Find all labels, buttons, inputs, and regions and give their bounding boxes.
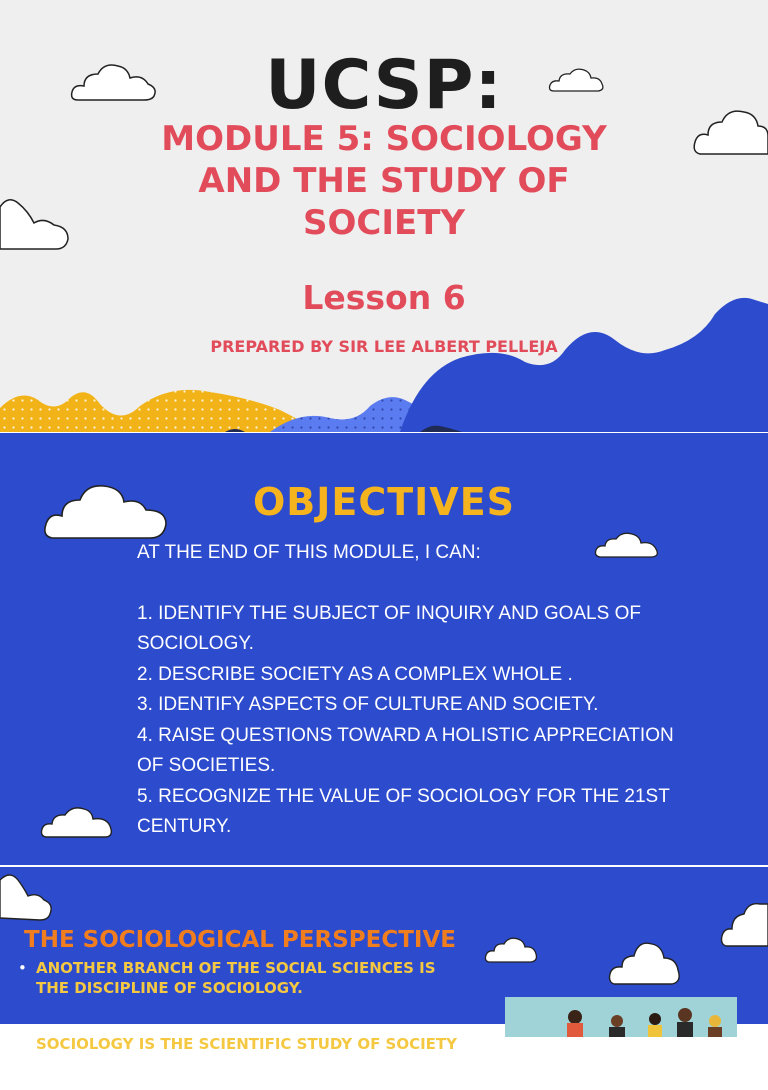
presentation-title: UCSP: xyxy=(265,46,503,125)
objective-item: 3. IDENTIFY ASPECTS OF CULTURE AND SOCIETY. xyxy=(137,694,599,715)
module-title-line: AND THE STUDY OF xyxy=(198,161,570,201)
lesson-label: Lesson 6 xyxy=(302,278,466,317)
objectives-body xyxy=(137,538,677,843)
objective-item: 4. RAISE QUESTIONS TOWARD A HOLISTIC APPRECIATION OF SOCIETIES. xyxy=(137,724,674,776)
module-title xyxy=(0,118,768,244)
slide-divider xyxy=(0,865,768,866)
list-item xyxy=(18,1034,458,1054)
cloud-icon xyxy=(608,936,682,990)
people-icon xyxy=(505,997,737,1037)
perspective-heading: THE SOCIOLOGICAL PERSPECTIVE xyxy=(24,927,456,953)
bullet-icon: • xyxy=(18,959,27,977)
title-slide xyxy=(0,0,768,432)
objectives-heading: OBJECTIVES xyxy=(252,480,516,524)
module-title-line: SOCIETY xyxy=(302,203,466,243)
bullet-icon: • xyxy=(18,1035,27,1053)
cloud-icon xyxy=(720,896,768,952)
bullet-text: SOCIOLOGY IS THE SCIENTIFIC STUDY OF SOCIETY xyxy=(36,1035,458,1053)
prepared-by: PREPARED BY SIR LEE ALBERT PELLEJA xyxy=(210,337,558,356)
module-title-line: MODULE 5: SOCIOLOGY xyxy=(161,119,607,159)
bullet-text: ANOTHER BRANCH OF THE SOCIAL SCIENCES IS THE DISCIPLINE OF SOCIOLOGY. xyxy=(36,959,436,997)
list-item xyxy=(18,958,458,998)
perspective-bullets xyxy=(18,958,458,1090)
cloud-icon xyxy=(484,934,538,966)
people-illustration xyxy=(505,997,737,1037)
objectives-intro: AT THE END OF THIS MODULE, I CAN: xyxy=(137,542,481,563)
cloud-icon xyxy=(40,803,116,841)
objective-item: 1. IDENTIFY THE SUBJECT OF INQUIRY AND GOALS OF SOCIOLOGY. xyxy=(137,602,641,654)
cloud-icon xyxy=(0,868,56,924)
objective-item: 5. RECOGNIZE THE VALUE OF SOCIOLOGY FOR THE 21ST CENTURY. xyxy=(137,785,670,837)
objective-item: 2. DESCRIBE SOCIETY AS A COMPLEX WHOLE . xyxy=(137,663,573,685)
